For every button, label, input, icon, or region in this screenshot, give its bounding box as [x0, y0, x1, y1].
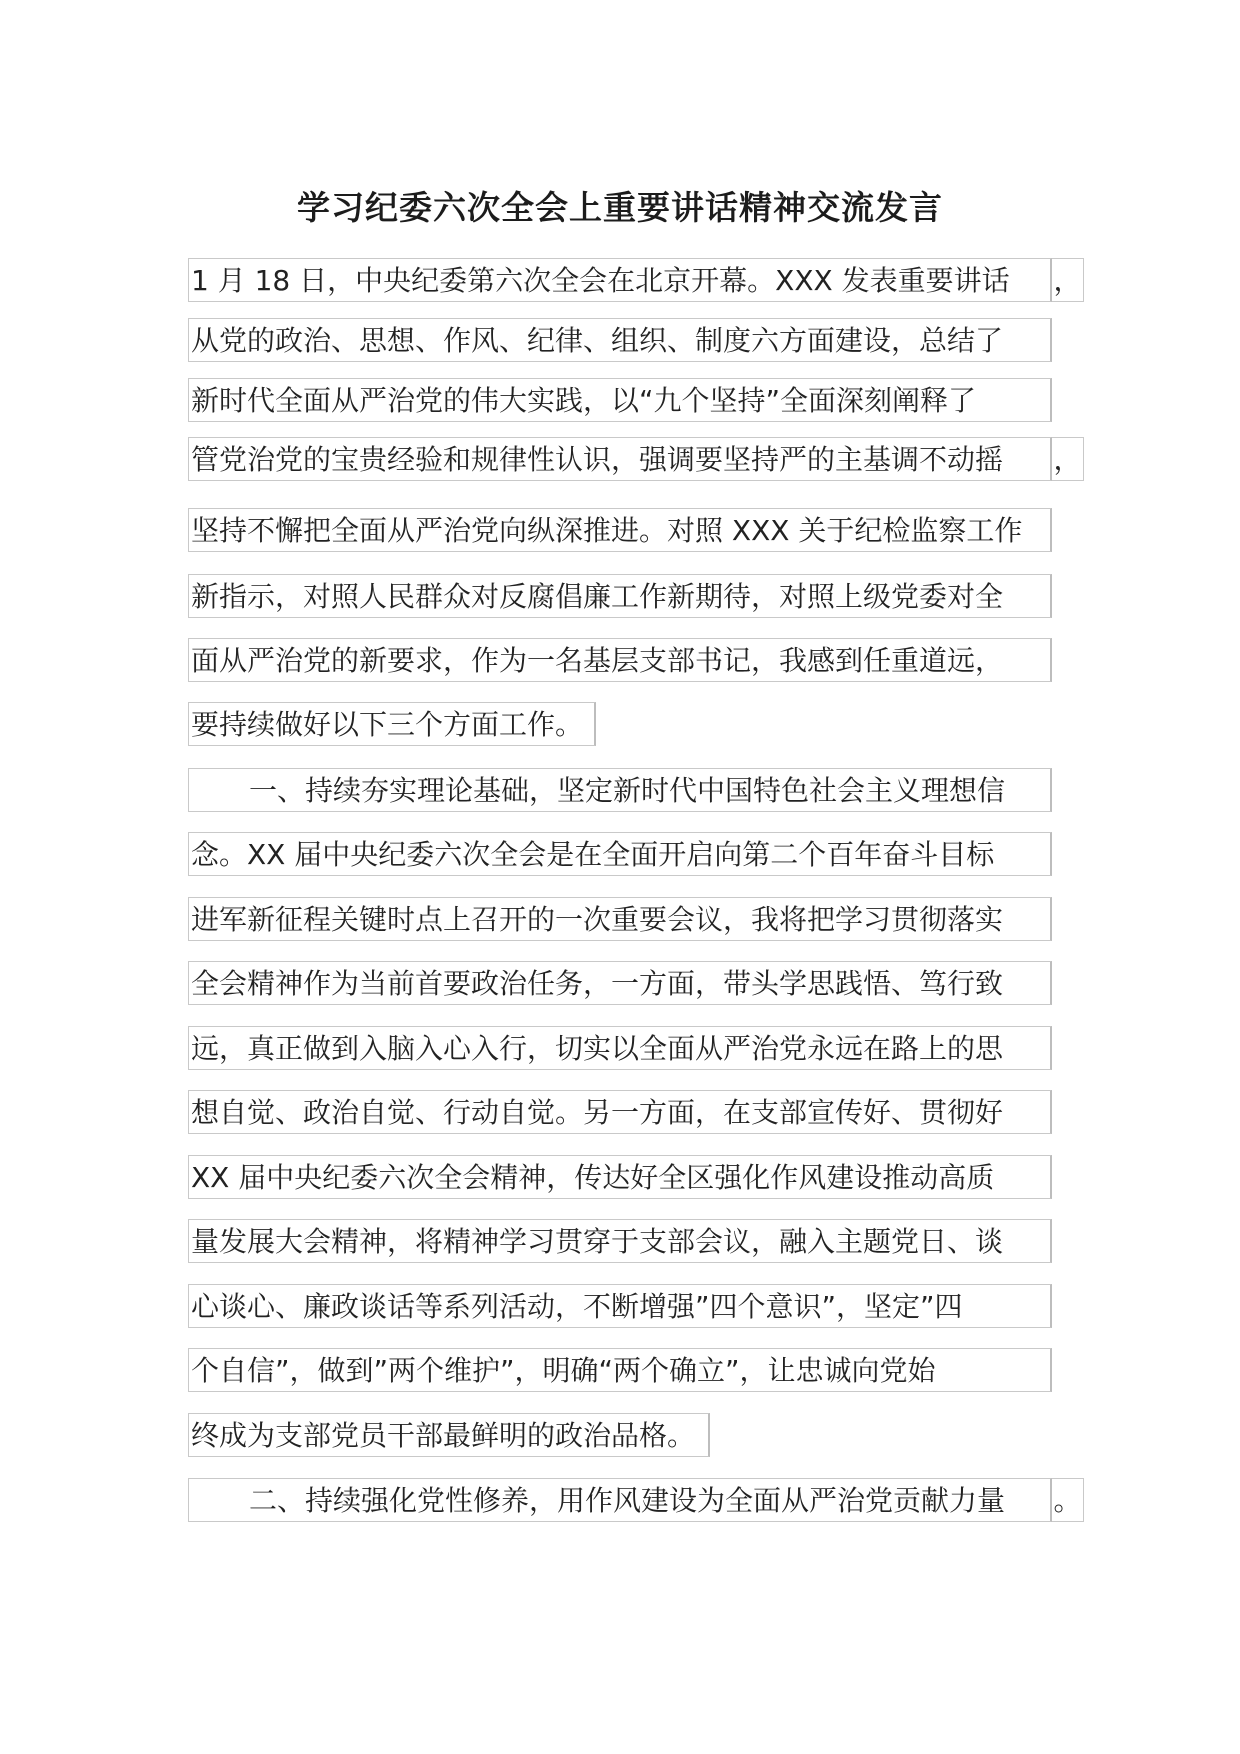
text-line-6: 新指示，对照人民群众对反腐倡廉工作新期待，对照上级党委对全	[188, 574, 1052, 618]
text-line-5: 坚持不懈把全面从严治党向纵深推进。对照 XXX 关于纪检监察工作	[188, 508, 1052, 552]
text-line-2: 从党的政治、思想、作风、纪律、组织、制度六方面建设，总结了	[188, 318, 1052, 362]
text-line-12: 全会精神作为当前首要政治任务，一方面，带头学思践悟、笃行致	[188, 961, 1052, 1005]
text-line-4: 管党治党的宝贵经验和规律性认识，强调要坚持严的主基调不动摇	[188, 437, 1052, 481]
text-line-18: 个自信”，做到”两个维护”，明确“两个确立”，让忠诚向党始	[188, 1348, 1052, 1392]
text-line-7: 面从严治党的新要求，作为一名基层支部书记，我感到任重道远，	[188, 638, 1052, 682]
text-line-20-trailing: 。	[1052, 1478, 1084, 1522]
text-line-17: 心谈心、廉政谈话等系列活动，不断增强”四个意识”，坚定”四	[188, 1284, 1052, 1328]
text-line-3: 新时代全面从严治党的伟大实践，以“九个坚持”全面深刻阐释了	[188, 378, 1052, 422]
text-line-1: 1 月 18 日，中央纪委第六次全会在北京开幕。XXX 发表重要讲话	[188, 258, 1052, 302]
text-line-11: 进军新征程关键时点上召开的一次重要会议，我将把学习贯彻落实	[188, 897, 1052, 941]
text-line-16: 量发展大会精神，将精神学习贯穿于支部会议，融入主题党日、谈	[188, 1219, 1052, 1263]
text-line-14: 想自觉、政治自觉、行动自觉。另一方面，在支部宣传好、贯彻好	[188, 1090, 1052, 1134]
text-line-4-trailing: ，	[1052, 437, 1084, 481]
document-title: 学习纪委六次全会上重要讲话精神交流发言	[297, 188, 943, 227]
text-line-9: 一、持续夯实理论基础，坚定新时代中国特色社会主义理想信	[188, 768, 1052, 812]
text-line-15: XX 届中央纪委六次全会精神，传达好全区强化作风建设推动高质	[188, 1155, 1052, 1199]
text-line-13: 远，真正做到入脑入心入行，切实以全面从严治党永远在路上的思	[188, 1026, 1052, 1070]
text-line-19: 终成为支部党员干部最鲜明的政治品格。	[188, 1413, 710, 1457]
text-line-10: 念。XX 届中央纪委六次全会是在全面开启向第二个百年奋斗目标	[188, 832, 1052, 876]
text-line-20: 二、持续强化党性修养，用作风建设为全面从严治党贡献力量	[188, 1478, 1052, 1522]
text-line-1-trailing: ，	[1052, 258, 1084, 302]
text-line-8: 要持续做好以下三个方面工作。	[188, 702, 596, 746]
